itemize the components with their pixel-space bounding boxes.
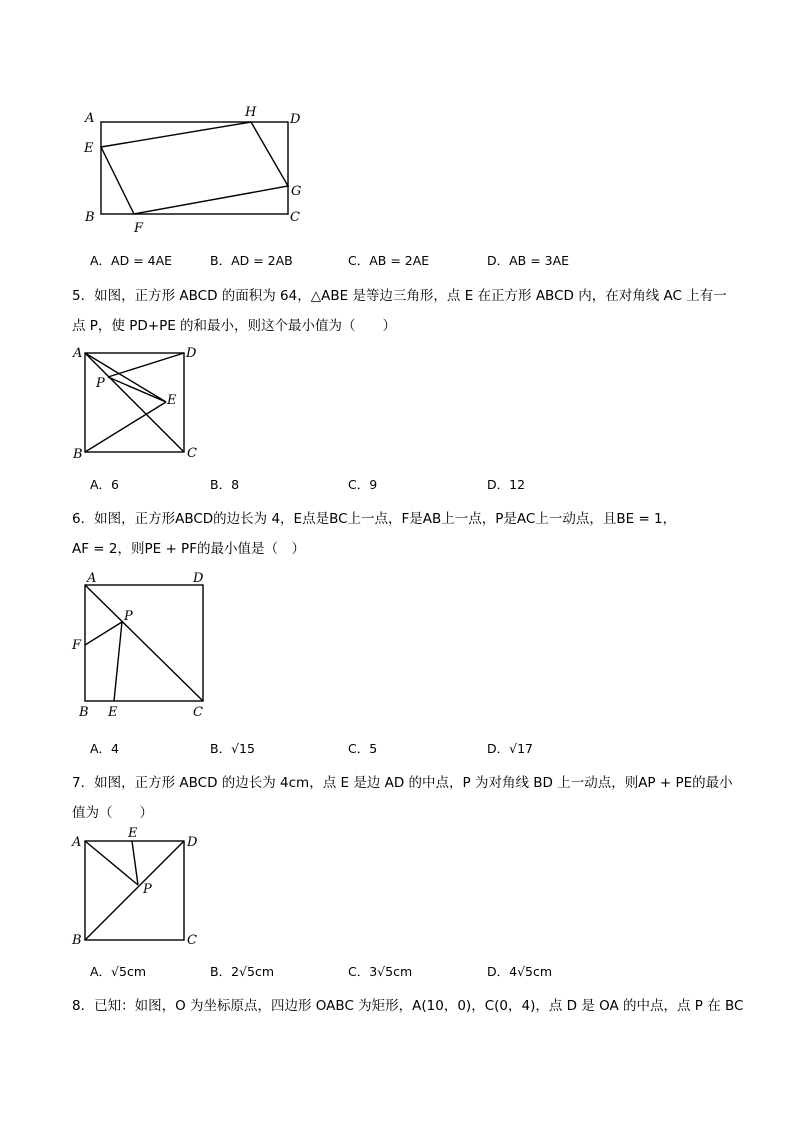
label-d: D xyxy=(186,346,197,361)
figure-q7 xyxy=(70,826,220,951)
label-b: B xyxy=(72,933,82,948)
label-h: H xyxy=(245,105,257,120)
label-a: A xyxy=(85,111,95,126)
label-d: D xyxy=(290,112,301,127)
label-c: C xyxy=(193,705,203,720)
q6-option-d: D．√17 xyxy=(487,741,533,756)
q5-option-a: A．6 xyxy=(90,477,120,492)
figure-q5 xyxy=(70,340,210,465)
q6-stem-line2: AF = 2，则PE + PF的最小值是（ ） xyxy=(72,541,305,557)
label-e: E xyxy=(128,826,138,841)
label-b: B xyxy=(85,210,95,225)
label-e: E xyxy=(108,705,118,720)
q8-stem-line1: 8．已知：如图，O 为坐标原点，四边形 OABC 为矩形，A(10，0)，C(0，4)，点 D 是 OA 的中点，点 P 在 BC xyxy=(72,998,744,1014)
label-b: B xyxy=(73,447,83,462)
q5-stem-line1: 5．如图，正方形 ABCD 的面积为 64，△ABE 是等边三角形，点 E 在正方形 ABCD 内，在对角线 AC 上有一 xyxy=(72,288,727,304)
q4-option-a: A．AD = 4AE xyxy=(90,253,173,268)
q7-option-a: A．√5cm xyxy=(90,964,147,979)
label-f: F xyxy=(72,638,82,653)
label-f: F xyxy=(134,221,144,236)
q7-option-c: C．3√5cm xyxy=(348,964,413,979)
q4-option-b: B．AD = 2AB xyxy=(210,253,293,268)
label-a: A xyxy=(87,571,97,586)
q5-option-b: B．8 xyxy=(210,477,240,492)
q4-option-d: D．AB = 3AE xyxy=(487,253,570,268)
q6-option-b: B．√15 xyxy=(210,741,255,756)
label-p: P xyxy=(96,376,105,391)
label-c: C xyxy=(187,933,197,948)
label-a: A xyxy=(72,835,82,850)
label-e: E xyxy=(167,393,177,408)
q6-stem-line1: 6．如图，正方形ABCD的边长为 4，E点是BC上一点，F是AB上一点，P是AC上一动点，且BE = 1， xyxy=(72,511,677,527)
q7-option-d: D．4√5cm xyxy=(487,964,553,979)
q6-option-c: C．5 xyxy=(348,741,378,756)
label-c: C xyxy=(290,210,300,225)
figure-q4 xyxy=(80,100,320,240)
label-c: C xyxy=(187,446,197,461)
label-d: D xyxy=(187,835,198,850)
label-d: D xyxy=(193,571,204,586)
q7-stem-line1: 7．如图，正方形 ABCD 的边长为 4cm，点 E 是边 AD 的中点，P 为对角线 BD 上一动点，则AP + PE的最小 xyxy=(72,775,733,791)
q7-stem-line2: 值为（ ） xyxy=(72,805,153,821)
label-b: B xyxy=(79,705,89,720)
label-p: P xyxy=(143,882,152,897)
q5-option-d: D．12 xyxy=(487,477,526,492)
q5-option-c: C．9 xyxy=(348,477,378,492)
q4-option-c: C．AB = 2AE xyxy=(348,253,430,268)
q6-option-a: A．4 xyxy=(90,741,120,756)
label-p: P xyxy=(124,609,133,624)
q7-option-b: B．2√5cm xyxy=(210,964,274,979)
label-g: G xyxy=(291,184,302,199)
label-e: E xyxy=(84,141,94,156)
figure-q6 xyxy=(70,568,220,723)
label-a: A xyxy=(73,346,83,361)
q5-stem-line2: 点 P，使 PD+PE 的和最小，则这个最小值为（ ） xyxy=(72,318,397,334)
